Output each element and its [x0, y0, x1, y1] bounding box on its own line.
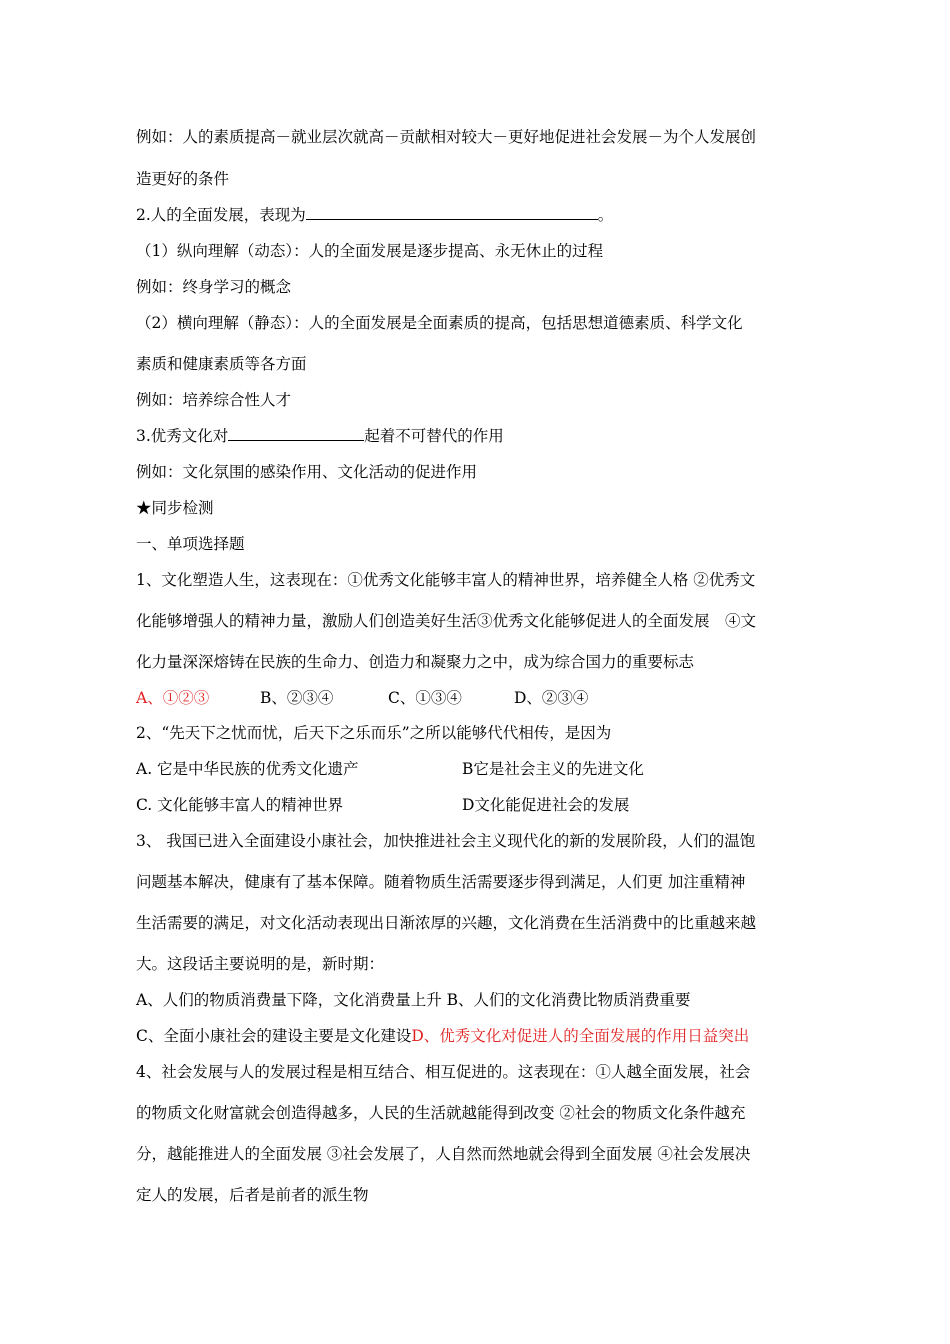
point-3-end: 起着不可替代的作用 — [364, 427, 504, 445]
q2-options-ab — [136, 758, 816, 780]
q1-option-b: B、②③④ — [260, 689, 334, 707]
point-3-text: 3.优秀文化对 — [136, 427, 229, 445]
q1-option-a: A、①②③ — [136, 689, 210, 707]
vertical-understanding: （1）纵向理解（动态）：人的全面发展是逐步提高、永无休止的过程 — [136, 242, 604, 260]
q3-stem-2: 问题基本解决，健康有了基本保障。随着物质生活需要逐步得到满足，人们更 加注重精神 — [136, 873, 746, 891]
q1-stem-2: 化能够增强人的精神力量，激励人们创造美好生活③优秀文化能够促进人的全面发展 ④文 — [136, 612, 757, 630]
q2-option-b: B它是社会主义的先进文化 — [462, 760, 644, 778]
q3-options-ab: A、人们的物质消费量下降，文化消费量上升 B、人们的文化消费比物质消费重要 — [136, 991, 691, 1009]
q1-options — [136, 687, 816, 709]
point-2-line — [136, 204, 816, 226]
q2-option-d: D文化能促进社会的发展 — [462, 796, 630, 814]
q2-options-cd — [136, 794, 816, 816]
example-talent: 例如：培养综合性人才 — [136, 391, 292, 409]
q4-stem-3: 分，越能推进人的全面发展 ③社会发展了，人自然而然地就会得到全面发展 ④社会发展决 — [136, 1145, 751, 1163]
q3-options-cd — [136, 1025, 816, 1047]
q2-stem: 2、“先天下之忧而忧，后天下之乐而乐”之所以能够代代相传，是因为 — [136, 724, 612, 742]
q1-stem-1: 1、文化塑造人生，这表现在：①优秀文化能够丰富人的精神世界，培养健全人格 ②优秀文 — [136, 571, 756, 589]
point-2-text: 2.人的全面发展，表现为 — [136, 206, 306, 224]
point-3-line — [136, 425, 816, 447]
q3-stem-4: 大。这段话主要说明的是，新时期： — [136, 955, 385, 973]
q3-option-d: D、优秀文化对促进人的全面发展的作用日益突出 — [411, 1027, 750, 1045]
q3-stem-1: 3、 我国已进入全面建设小康社会，加快推进社会主义现代化的新的发展阶段，人们的温饱 — [136, 832, 756, 850]
example-line-1: 例如：人的素质提高－就业层次就高－贡献相对较大－更好地促进社会发展－为个人发展创 — [136, 128, 757, 146]
q2-option-c: C. 文化能够丰富人的精神世界 — [136, 796, 344, 814]
q3-option-c: C、全面小康社会的建设主要是文化建设 — [136, 1027, 412, 1045]
horizontal-understanding-2: 素质和健康素质等各方面 — [136, 355, 307, 373]
section-sync-test: ★同步检测 — [136, 499, 214, 517]
example-lifelong-learning: 例如：终身学习的概念 — [136, 278, 292, 296]
q4-stem-2: 的物质文化财富就会创造得越多，人民的生活就越能得到改变 ②社会的物质文化条件越充 — [136, 1104, 746, 1122]
horizontal-understanding-1: （2）横向理解（静态）：人的全面发展是全面素质的提高，包括思想道德素质、科学文化 — [136, 314, 743, 332]
point-2-end: 。 — [597, 206, 614, 224]
example-culture-effect: 例如：文化氛围的感染作用、文化活动的促进作用 — [136, 463, 478, 481]
q4-stem-4: 定人的发展，后者是前者的派生物 — [136, 1186, 369, 1204]
q1-option-c: C、①③④ — [388, 689, 462, 707]
q3-stem-3: 生活需要的满足，对文化活动表现出日渐浓厚的兴趣，文化消费在生活消费中的比重越来越 — [136, 914, 757, 932]
q1-stem-3: 化力量深深熔铸在民族的生命力、创造力和凝聚力之中，成为综合国力的重要标志 — [136, 653, 695, 671]
section-single-choice: 一、单项选择题 — [136, 535, 245, 553]
q4-stem-1: 4、社会发展与人的发展过程是相互结合、相互促进的。这表现在：①人越全面发展，社会 — [136, 1063, 751, 1081]
fill-blank-1 — [306, 205, 598, 220]
q1-option-d: D、②③④ — [514, 689, 589, 707]
example-line-2: 造更好的条件 — [136, 170, 230, 188]
q2-option-a: A. 它是中华民族的优秀文化遗产 — [136, 760, 359, 778]
fill-blank-2 — [228, 426, 364, 441]
